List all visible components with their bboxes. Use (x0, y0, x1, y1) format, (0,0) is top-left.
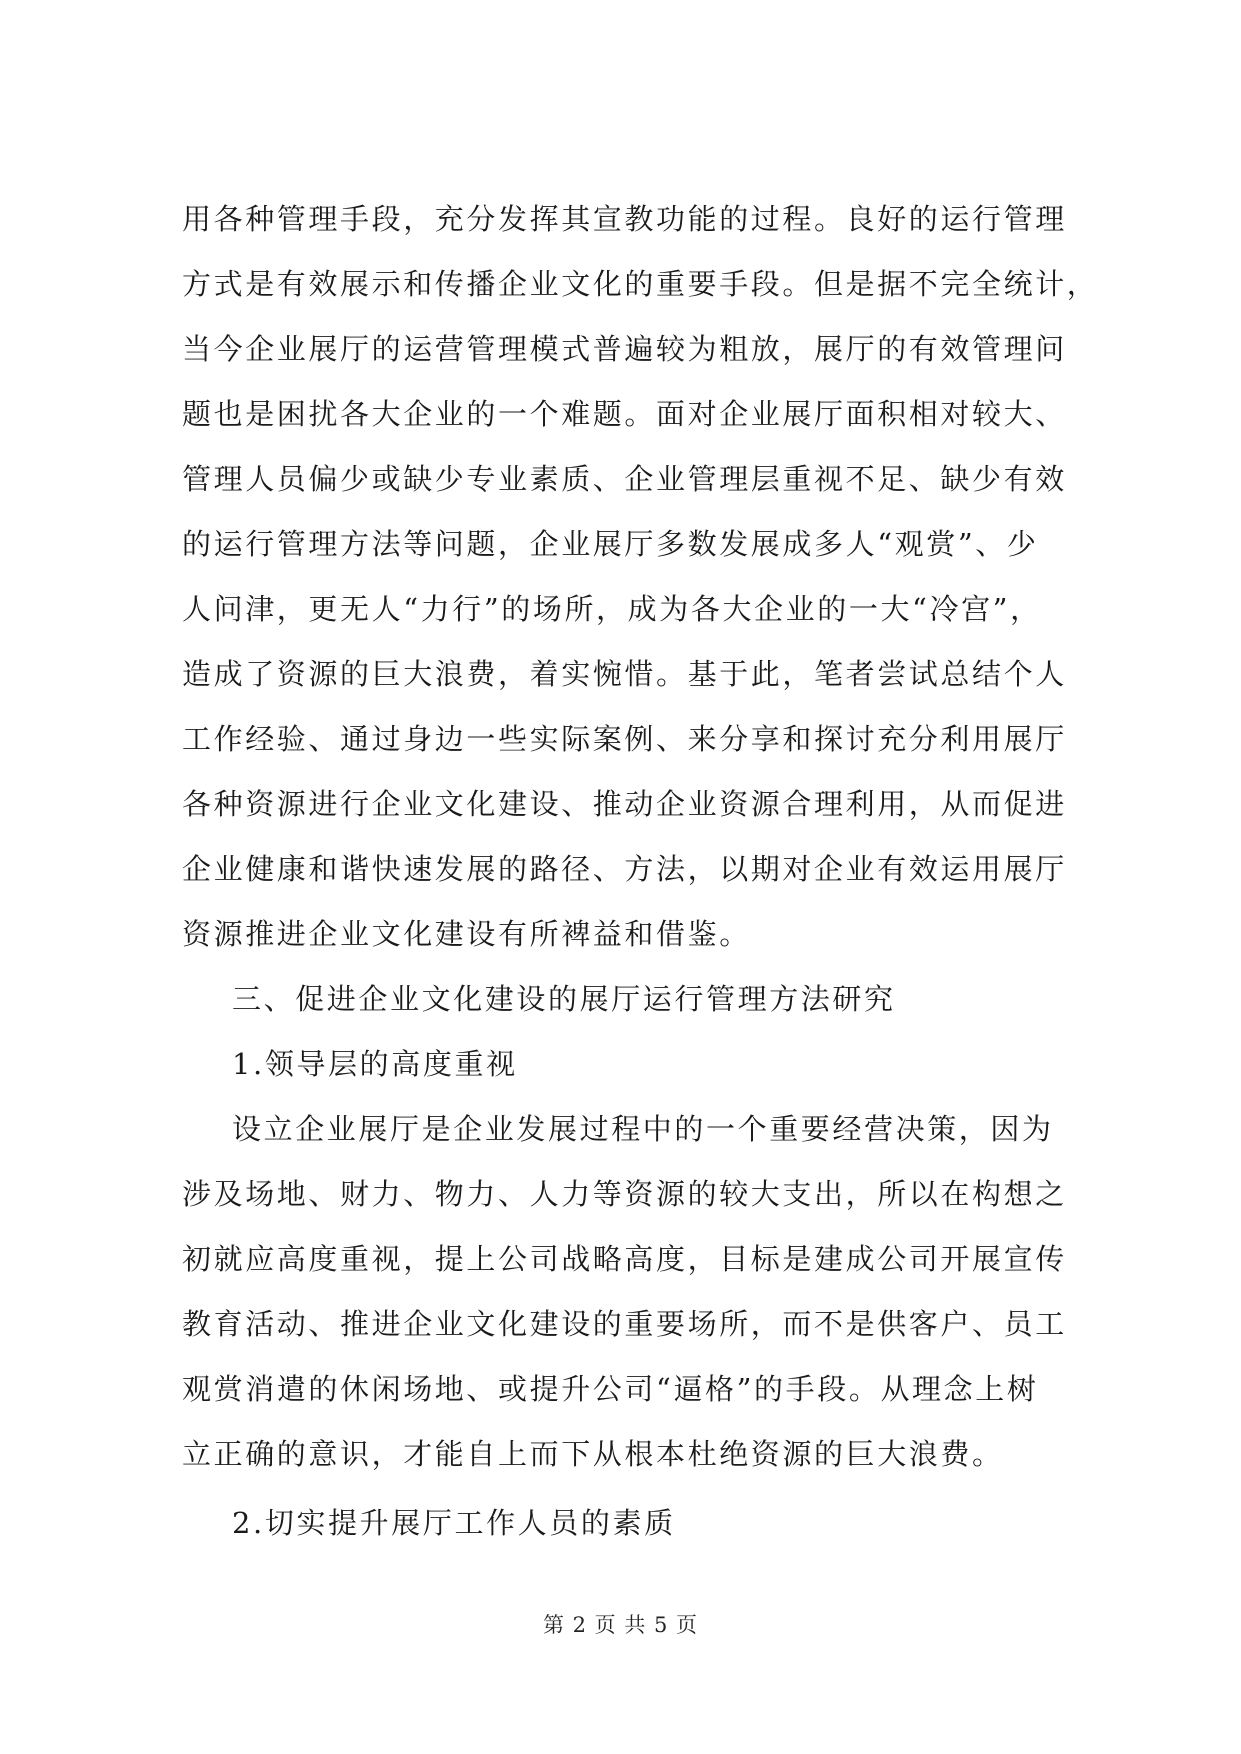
text-line: 观赏消遣的休闲场地、或提升公司“逼格”的手段。从理念上树 (182, 1372, 1039, 1406)
text-line: 资源推进企业文化建设有所裨益和借鉴。 (182, 917, 751, 951)
subsection-heading: 2.切实提升展厅工作人员的素质 (232, 1506, 676, 1540)
text-line: 管理人员偏少或缺少专业素质、企业管理层重视不足、缺少有效 (182, 462, 1067, 496)
text-line: 当今企业展厅的运营管理模式普遍较为粗放，展厅的有效管理问 (182, 332, 1067, 366)
text-line: 各种资源进行企业文化建设、推动企业资源合理利用，从而促进 (182, 787, 1067, 821)
text-line: 教育活动、推进企业文化建设的重要场所，而不是供客户、员工 (182, 1307, 1067, 1341)
text-line: 方式是有效展示和传播企业文化的重要手段。但是据不完全统计， (182, 267, 1099, 301)
text-line: 用各种管理手段，充分发挥其宣教功能的过程。良好的运行管理 (182, 202, 1067, 236)
subsection-heading: 1.领导层的高度重视 (232, 1047, 518, 1081)
page-number-footer: 第 2 页 共 5 页 (542, 1613, 699, 1637)
text-line: 企业健康和谐快速发展的路径、方法，以期对企业有效运用展厅 (182, 852, 1067, 886)
text-line: 工作经验、通过身边一些实际案例、来分享和探讨充分利用展厅 (182, 722, 1067, 756)
text-line: 立正确的意识，才能自上而下从根本杜绝资源的巨大浪费。 (182, 1437, 1004, 1471)
text-line: 人问津，更无人“力行”的场所，成为各大企业的一大“冷宫”， (182, 592, 1042, 626)
text-line: 涉及场地、财力、物力、人力等资源的较大支出，所以在构想之 (182, 1177, 1067, 1211)
text-line: 造成了资源的巨大浪费，着实惋惜。基于此，笔者尝试总结个人 (182, 657, 1067, 691)
text-line: 初就应高度重视，提上公司战略高度，目标是建成公司开展宣传 (182, 1242, 1067, 1276)
text-line: 题也是困扰各大企业的一个难题。面对企业展厅面积相对较大、 (182, 397, 1067, 431)
text-line: 的运行管理方法等问题，企业展厅多数发展成多人“观赏”、少 (182, 527, 1039, 561)
text-line: 设立企业展厅是企业发展过程中的一个重要经营决策，因为 (232, 1112, 1054, 1146)
section-heading: 三、促进企业文化建设的展厅运行管理方法研究 (232, 982, 896, 1016)
